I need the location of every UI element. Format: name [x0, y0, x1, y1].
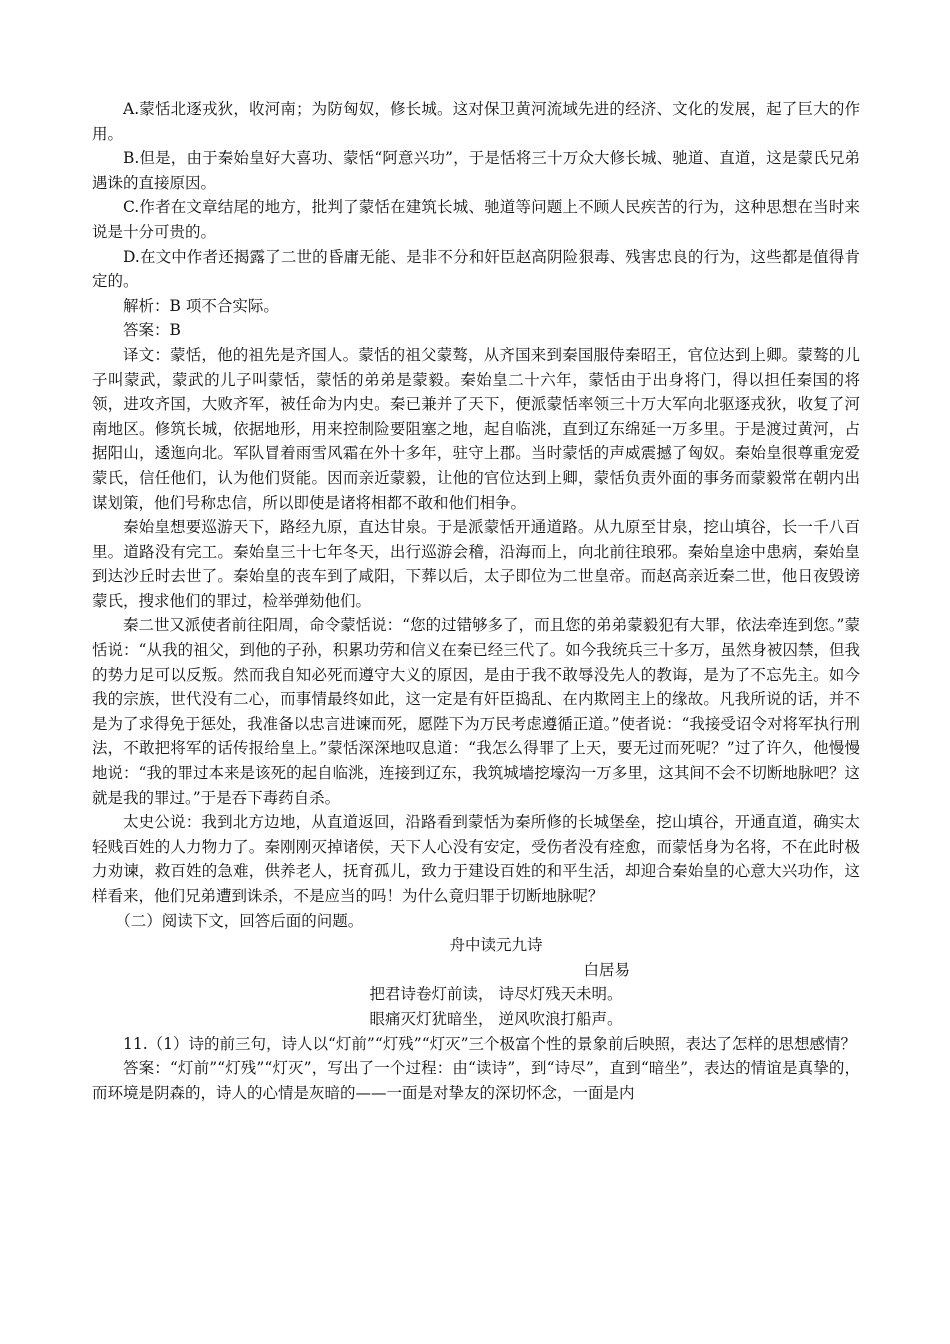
- translation-paragraph-4: 太史公说：我到北方边地，从直道返回，沿路看到蒙恬为秦所修的长城堡垒，挖山填谷，开通直道，确实太轻贱百姓的人力物力了。秦刚刚灭掉诸侯，天下人心没有安定，受伤者没有痊愈，而蒙恬身为名将，不在此时极力劝谏，救百姓的急难，供养老人，抚育孤儿，致力于建设百姓的和平生活，却迎合秦始皇的心意大兴功作，这样看来，他们兄弟遭到诛杀，不是应当的吗！为什么竟归罪于切断地脉呢？: [92, 813, 860, 905]
- poem-line-1: 把君诗卷灯前读， 诗尽灯残天未明。: [369, 985, 623, 1004]
- translation-paragraph-1: 译文：蒙恬，他的祖先是齐国人。蒙恬的祖父蒙骜，从齐国来到秦国服侍秦昭王，官位达到上卿。蒙骜的儿子叫蒙武，蒙武的儿子叫蒙恬，蒙恬的弟弟是蒙毅。秦始皇二十六年，蒙恬由于出身将门，得以担任秦国的将领，进攻齐国，大败齐军，被任命为内史。秦已兼并了天下，便派蒙恬率领三十万大军向北驱逐戎狄，收复了河南地区。修筑长城，依据地形，用来控制险要阻塞之地，起自临洮，直到辽东绵延一万多里。于是渡过黄河，占据阳山，逶迤向北。军队冒着雨雪风霜在外十多年，驻守上郡。当时蒙恬的声威震撼了匈奴。秦始皇很尊重宠爱蒙氏，信任他们，认为他们贤能。因而亲近蒙毅，让他的官位达到上卿，蒙恬负责外面的事务而蒙毅常在朝内出谋划策，他们号称忠信，所以即使是诸将相都不敢和他们相争。: [92, 345, 860, 512]
- document-page: [92, 97, 860, 1105]
- option-d: D.在文中作者还揭露了二世的昏庸无能、是非不分和奸臣赵高阴险狠毒、残害忠良的行为，这些都是值得肯定的。: [92, 247, 860, 291]
- section-heading: （二）阅读下文，回答后面的问题。: [115, 911, 364, 930]
- translation-paragraph-3: 秦二世又派使者前往阳周，命令蒙恬说：“您的过错够多了，而且您的弟弟蒙毅犯有大罪，依法牵连到您。”蒙恬说：“从我的祖父，到他的子孙，积累功劳和信义在秦已经三代了。如今我统兵三十多万，虽然身被囚禁，但我的势力足可以反叛。然而我自知必死而遵守大义的原因，是由于我不敢辱没先人的教诲，是为了不忘先主。如今我的宗族，世代没有二心，而事情最终如此，这一定是有奸臣捣乱、在内欺罔主上的缘故。凡我所说的话，并不是为了求得免于惩处，我准备以忠言进谏而死，愿陛下为万民考虑遵循正道。”使者说：“我接受诏令对将军执行刑法，不敢把将军的话传报给皇上。”蒙恬深深地叹息道：“我怎么得罪了上天，要无过而死呢？”过了许久，他慢慢地说：“我的罪过本来是该死的起自临洮，连接到辽东，我筑城墙挖壕沟一万多里，这其间不会不切断地脉吧？这就是我的罪过。”于是吞下毒药自杀。: [92, 616, 860, 807]
- question-11: 11.（1）诗的前三句，诗人以“灯前”“灯残”“灯灭”三个极富个性的景象前后映照，表达了怎样的思想感情？: [123, 1034, 857, 1053]
- question-11-answer: 答案：“灯前”“灯残”“灯灭”，写出了一个过程：由“读诗”，到“诗尽”，直到“暗坐”，表达的情谊是真挚的，而环境是阴森的，诗人的心情是灰暗的——一面是对挚友的深切怀念，一面是内: [92, 1059, 860, 1102]
- poem-title: 舟中读元九诗: [449, 936, 543, 955]
- answer-text: 答案：B: [123, 321, 181, 340]
- poem-line-2: 眼痛灭灯犹暗坐， 逆风吹浪打船声。: [369, 1009, 623, 1028]
- option-a: A.蒙恬北逐戎狄，收河南；为防匈奴，修长城。这对保卫黄河流域先进的经济、文化的发展，起了巨大的作用。: [92, 100, 860, 143]
- analysis-text: 解析：B 项不合实际。: [123, 296, 279, 315]
- option-b: B.但是，由于秦始皇好大喜功、蒙恬“阿意兴功”，于是恬将三十万众大修长城、驰道、直道，这是蒙氏兄弟遇诛的直接原因。: [92, 149, 860, 192]
- poem-author: 白居易: [583, 960, 630, 979]
- translation-paragraph-2: 秦始皇想要巡游天下，路经九原，直达甘泉。于是派蒙恬开通道路。从九原至甘泉，挖山填谷，长一千八百里。道路没有完工。秦始皇三十七年冬天，出行巡游会稽，沿海而上，向北前往琅邪。秦始皇途中患病，秦始皇到达沙丘时去世了。秦始皇的丧车到了咸阳，下葬以后，太子即位为二世皇帝。而赵高亲近秦二世，他日夜毁谤蒙氏，搜求他们的罪过，检举弹劾他们。: [92, 518, 860, 610]
- option-c: C.作者在文章结尾的地方，批判了蒙恬在建筑长城、驰道等问题上不顾人民疾苦的行为，这种思想在当时来说是十分可贵的。: [92, 198, 860, 241]
